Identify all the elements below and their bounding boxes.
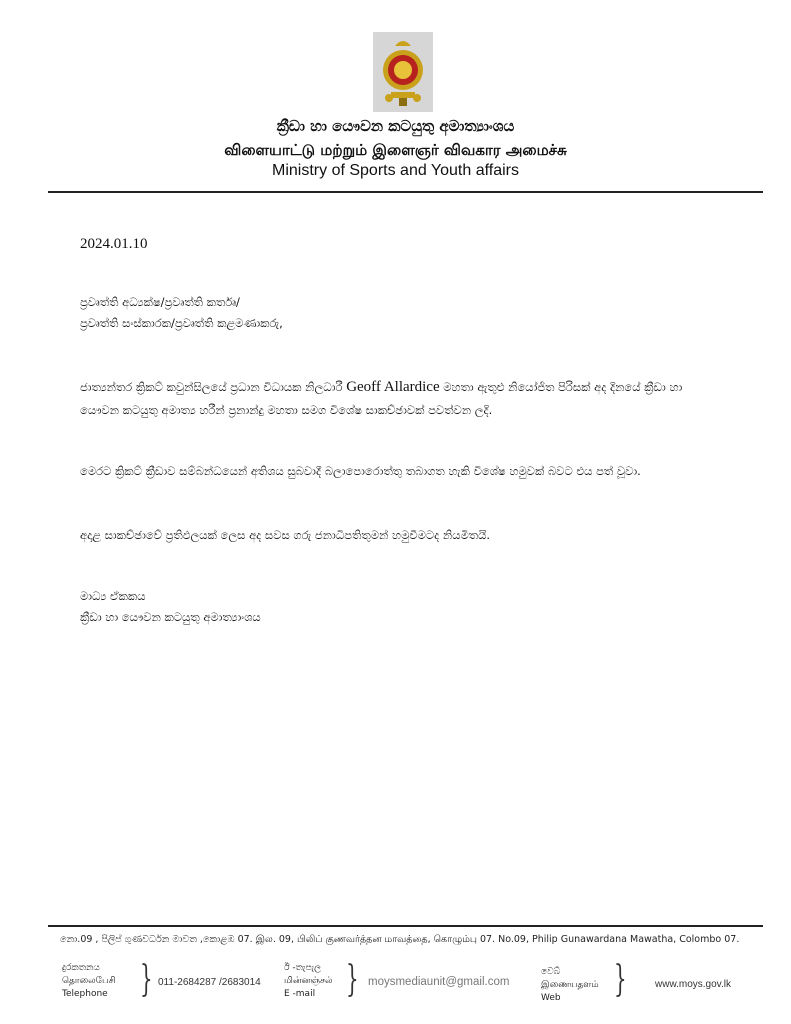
- paragraph-text: මහතා ඇතුළු නියෝජිත පිරිසක් අද දිනයේ ක්‍රීඩා හා යෞවන කටයුතු අමාත්‍ය හරීන් ප්‍රනාන්දු මහතා සමග විශේෂ සාකච්ඡාවක් පවත්වන ලදි.: [80, 380, 683, 417]
- ministry-emblem: [373, 32, 433, 112]
- telephone-value: 011-2684287 /2683014: [158, 977, 261, 988]
- paragraph-text: ජාත්‍යන්තර ක්‍රිකට් කවුන්සිලයේ ප්‍රධාන විධායක නිලධාරී: [80, 380, 347, 394]
- web-label-en: Web: [541, 993, 561, 1003]
- email-link[interactable]: moysmediaunit@gmail.com: [368, 976, 510, 988]
- ministry-name-sinhala: ක්‍රීඩා හා යෞවන කටයුතු අමාත්‍යාංශය: [276, 117, 515, 135]
- signature-ministry: ක්‍රීඩා හා යෞවන කටයුතු අමාත්‍යාංශය: [80, 610, 261, 624]
- brace-icon: }: [140, 959, 153, 1000]
- ministry-name-english: Ministry of Sports and Youth affairs: [272, 162, 519, 179]
- email-label-si: ඊ -තැපැල: [284, 963, 321, 973]
- addressee-line: ප්‍රවෘත්ති අධ්‍යක්ෂ/ප්‍රවෘත්ති කර්තෘ/: [80, 295, 240, 309]
- telephone-label: [62, 962, 116, 1001]
- emblem-icon: [373, 32, 433, 112]
- brace-icon: }: [346, 959, 359, 1000]
- paragraph-2: මෙරට ක්‍රිකට් ක්‍රීඩාව සම්බන්ධයෙන් අතිශය සුබවාදී බලාපොරොත්තු තබාගත හැකි විශේෂ හමුවක් බවට එය පත් වූවා.: [80, 464, 641, 478]
- web-label: [541, 966, 599, 1005]
- web-label-ta: இணையதளம்: [541, 980, 599, 990]
- footer-address: නො.09 , පිලිප් ගුණවර්ධන මාවත ,කොළඹ 07. இல. 09, பிலிப் குணவர்த்தன மாவத்தை, கொழும்பு 07. No.09, Philip Gunawardana Mawatha, Colombo 07.: [60, 934, 740, 945]
- telephone-label-si: දුරකතනය: [62, 963, 100, 973]
- person-name: Geoff Allardice: [346, 379, 440, 395]
- brace-icon: }: [614, 959, 627, 1000]
- paragraph-1: [80, 376, 720, 422]
- telephone-label-ta: தொலைபேசி: [62, 976, 116, 986]
- ministry-name-tamil: விளையாட்டு மற்றும் இளைஞர் விவகார அமைச்சு: [224, 141, 567, 159]
- web-label-si: වෙබ්: [541, 967, 561, 977]
- addressee-line: ප්‍රවෘත්ති සංස්කාරක/ප්‍රවෘත්ති කළමණාකරු,: [80, 316, 283, 330]
- email-label: [284, 962, 332, 1001]
- header-divider: [48, 191, 763, 193]
- letter-date: 2024.01.10: [80, 236, 148, 252]
- telephone-label-en: Telephone: [62, 989, 108, 999]
- addressee-block: [80, 292, 283, 334]
- footer-divider: [48, 925, 763, 927]
- signature-block: [80, 586, 261, 628]
- email-label-en: E -mail: [284, 989, 316, 999]
- paragraph-3: අදාළ සාකච්ඡාවේ ප්‍රතිඵලයක් ලෙස අද සවස ගරු ජනාධිපතිතුමන් හමුවීමටද නියමිතයි.: [80, 528, 491, 542]
- signature-unit: මාධ්‍ය ඒකකය: [80, 589, 146, 603]
- email-label-ta: மின்னஞ்சல்: [284, 976, 333, 986]
- website-link[interactable]: www.moys.gov.lk: [655, 979, 731, 990]
